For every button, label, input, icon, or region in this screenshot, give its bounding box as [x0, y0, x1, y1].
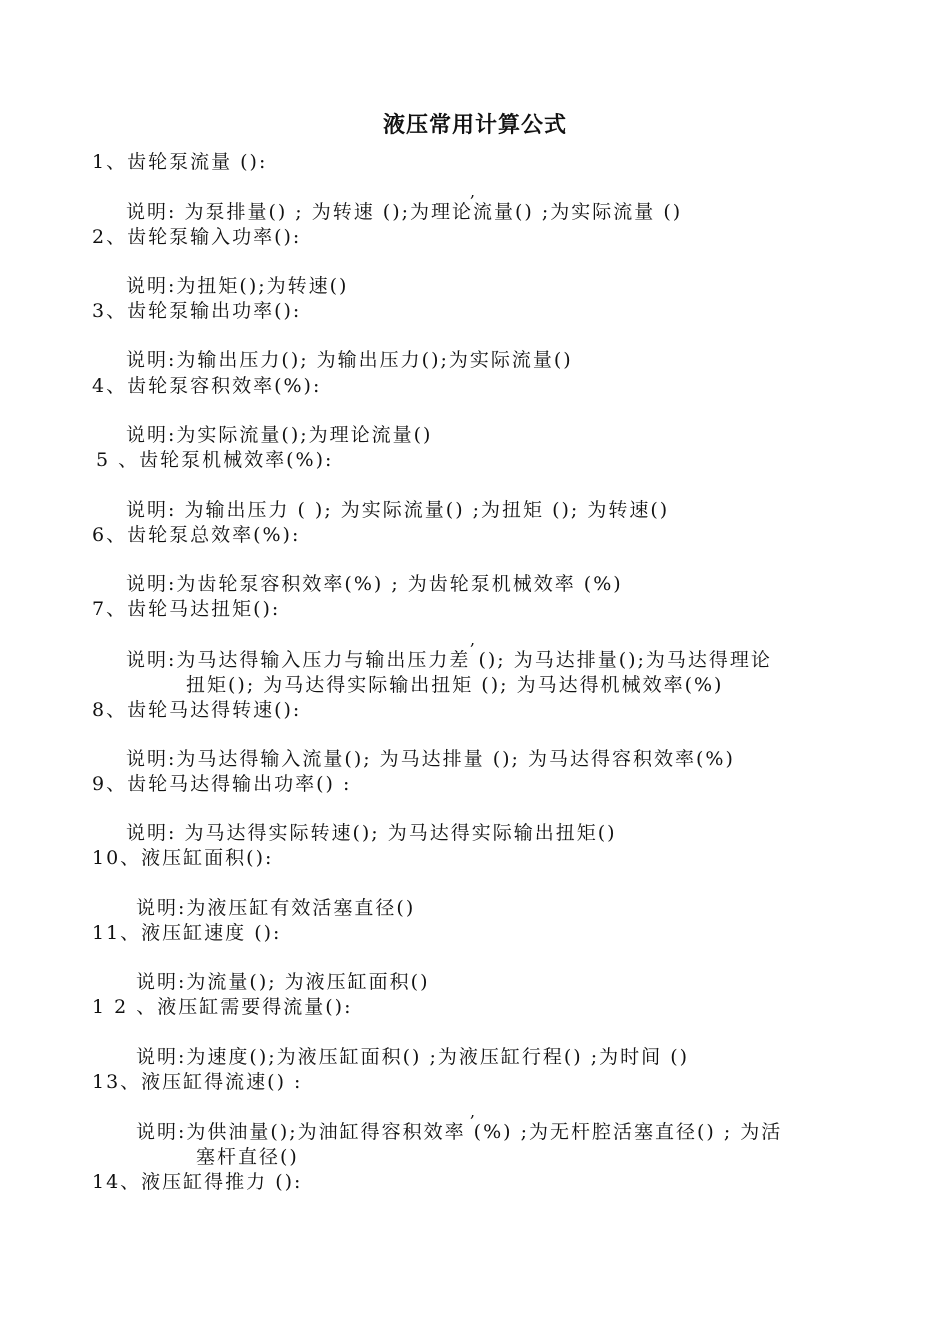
- item-8-note: 说明:为马达得输入流量(); 为马达排量 (); 为马达得容积效率(%): [126, 748, 735, 770]
- item-2-note: 说明:为扭矩();为转速(): [126, 275, 349, 297]
- item-11-note: 说明:为流量(); 为液压缸面积(): [136, 971, 430, 993]
- item-6-heading: 6、齿轮泵总效率(%):: [92, 524, 301, 546]
- item-2-heading: 2、齿轮泵输入功率():: [92, 226, 302, 248]
- item-3-heading: 3、齿轮泵输出功率():: [92, 300, 302, 322]
- page-title: 液压常用计算公式: [382, 113, 567, 138]
- item-5-heading: 5 、齿轮泵机械效率(%):: [96, 449, 334, 471]
- item-4-note: 说明:为实际流量();为理论流量(): [126, 424, 433, 446]
- item-13-heading: 13、液压缸得流速() :: [92, 1071, 303, 1093]
- item-3-note: 说明:为输出压力(); 为输出压力();为实际流量(): [126, 349, 573, 371]
- formula-mark: ,: [470, 182, 476, 201]
- item-5-note: 说明: 为输出压力 ( ); 为实际流量() ;为扭矩 (); 为转速(): [126, 499, 670, 521]
- item-10-heading: 10、液压缸面积():: [92, 847, 274, 869]
- item-1-heading: 1、齿轮泵流量 ():: [92, 151, 268, 173]
- item-8-heading: 8、齿轮马达得转速():: [92, 699, 302, 721]
- item-12-note: 说明:为速度();为液压缸面积() ;为液压缸行程() ;为时间 (): [136, 1046, 690, 1068]
- formula-mark: ,: [470, 630, 476, 649]
- item-7-note: 说明:为马达得输入压力与输出压力差 (); 为马达排量();为马达得理论: [126, 649, 772, 671]
- formula-mark: ,: [470, 1102, 476, 1121]
- item-10-note: 说明:为液压缸有效活塞直径(): [136, 897, 416, 919]
- item-1-note: 说明: 为泵排量() ; 为转速 ();为理论流量() ;为实际流量 (): [126, 201, 683, 223]
- item-12-heading: 1 2 、液压缸需要得流量():: [92, 996, 353, 1018]
- item-14-heading: 14、液压缸得推力 ():: [92, 1171, 303, 1193]
- item-9-heading: 9、齿轮马达得输出功率() :: [92, 773, 352, 795]
- item-13-note-continued: 塞杆直径(): [196, 1146, 299, 1168]
- item-4-heading: 4、齿轮泵容积效率(%):: [92, 375, 322, 397]
- item-13-note: 说明:为供油量();为油缸得容积效率 (%) ;为无杆腔活塞直径() ; 为活: [136, 1121, 783, 1143]
- item-9-note: 说明: 为马达得实际转速(); 为马达得实际输出扭矩(): [126, 822, 617, 844]
- item-7-note-continued: 扭矩(); 为马达得实际输出扭矩 (); 为马达得机械效率(%): [186, 674, 724, 696]
- item-7-heading: 7、齿轮马达扭矩():: [92, 598, 281, 620]
- item-11-heading: 11、液压缸速度 ():: [92, 922, 282, 944]
- item-6-note: 说明:为齿轮泵容积效率(%) ; 为齿轮泵机械效率 (%): [126, 573, 623, 595]
